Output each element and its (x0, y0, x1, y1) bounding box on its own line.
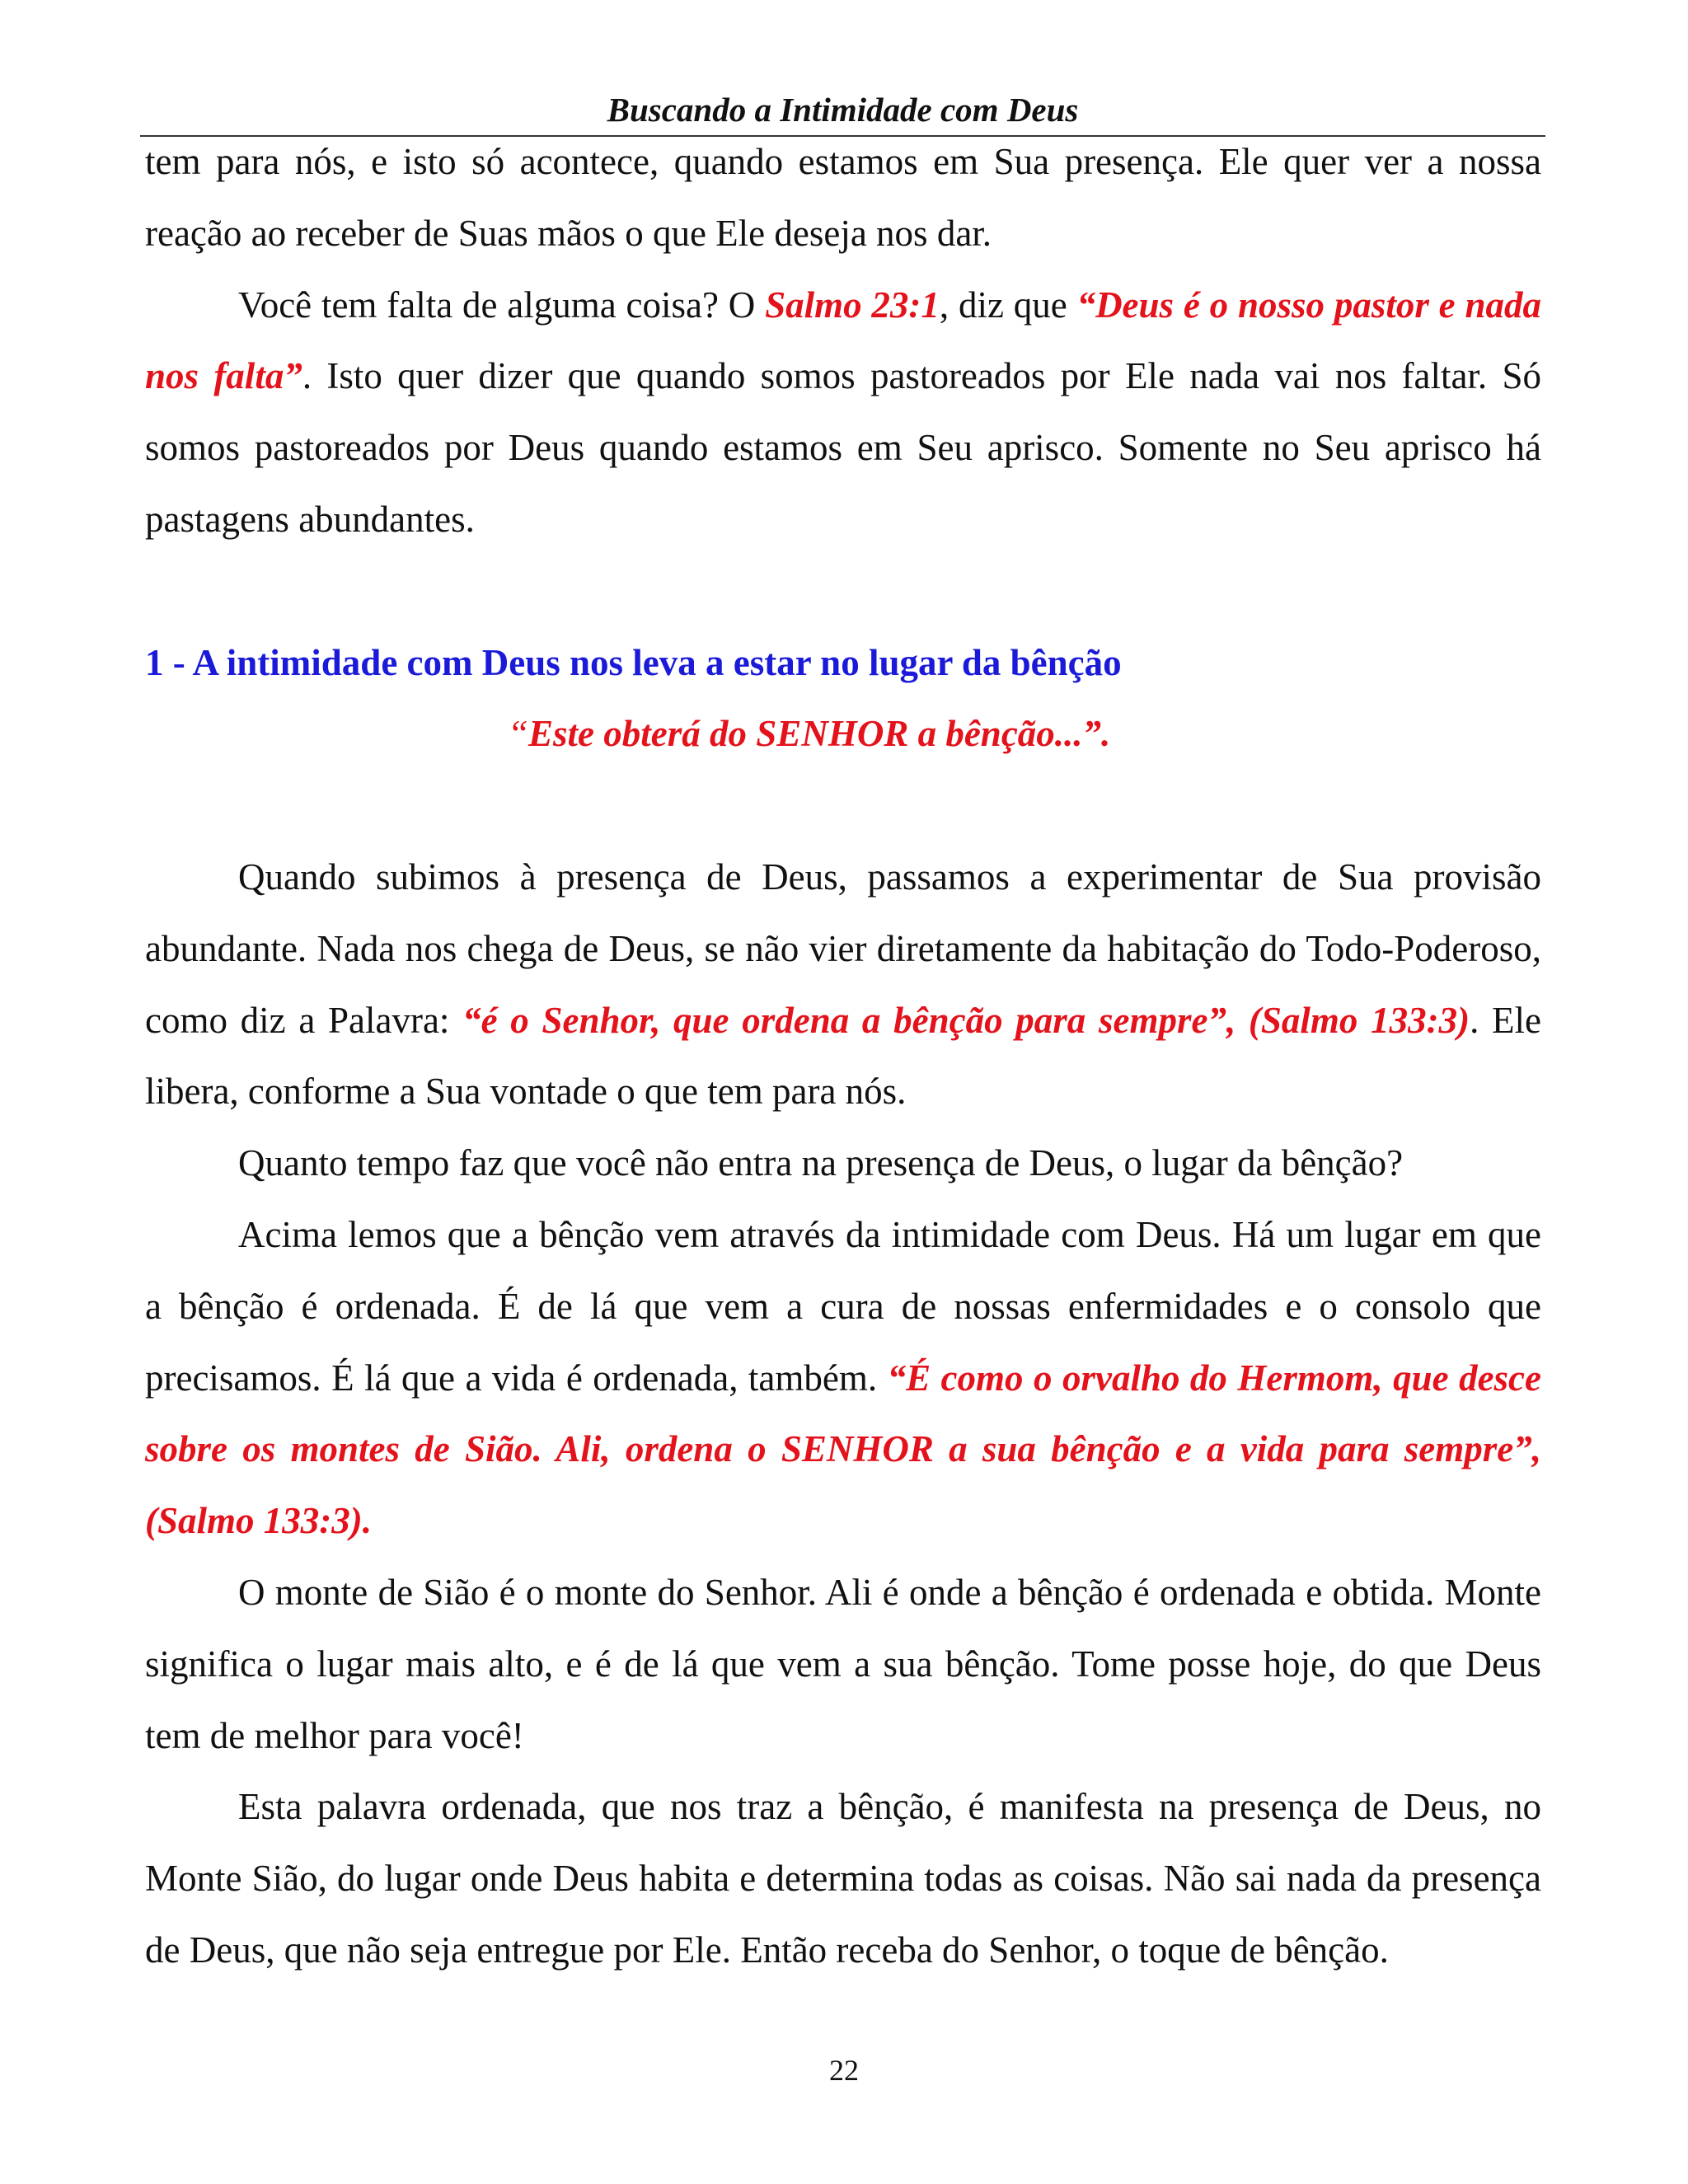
page-number: 22 (829, 2054, 859, 2087)
body-text (145, 126, 1541, 1986)
paragraph-question: Quanto tempo faz que você não entra na presença de Deus, o lugar da bênção? (238, 1142, 1404, 1184)
paragraph-text: Você tem falta de alguma coisa? O (238, 284, 766, 326)
paragraph-monte-siao: O monte de Sião é o monte do Senhor. Ali é onde a bênção é ordenada e obtida. Monte significa o lugar mais alto, e é de lá que vem a sua bênção. Tome posse hoje, do que Deus tem de melhor para você! (145, 1571, 1541, 1756)
paragraph-text: . Ele libera, conforme a Sua vontade o que tem para nós. (145, 999, 1541, 1113)
paragraph-continuation: tem para nós, e isto só acontece, quando estamos em Sua presença. Ele quer ver a nossa reação ao receber de Suas mãos o que Ele deseja nos dar. (145, 141, 1541, 254)
epigraph-open-quote: “ (508, 713, 529, 755)
epigraph-text: Este obterá do SENHOR a bênção...”. (528, 713, 1111, 755)
paragraph-salmo-23 (145, 269, 1541, 555)
section-epigraph (145, 698, 1541, 770)
running-header-title: Buscando a Intimidade com Deus (607, 91, 1079, 129)
spacer (145, 555, 1541, 627)
paragraph-hermom (145, 1199, 1541, 1557)
paragraph-text: Quando subimos à presença de Deus, passamos a experimentar de Sua provisão abundante. Nada nos chega de Deus, se não vier diretamente da habitação do Todo-Poderoso, como diz a Palavra: (145, 855, 1541, 1041)
scripture-quote: “é o Senhor, que ordena a bênção para sempre”, (Salmo 133:3) (462, 999, 1470, 1041)
paragraph-palavra-ordenada: Esta palavra ordenada, que nos traz a bênção, é manifesta na presença de Deus, no Monte Sião, do lugar onde Deus habita e determina todas as coisas. Não sai nada da presença de Deus, que não seja entregue por Ele. Então receba do Senhor, o toque de bênção. (145, 1786, 1541, 1971)
paragraph-text: , diz que (939, 284, 1077, 326)
section-heading: 1 - A intimidade com Deus nos leva a estar no lugar da bênção (145, 641, 1122, 683)
scripture-reference: Salmo 23:1 (765, 284, 940, 326)
paragraph-text: . Isto quer dizer que quando somos pastoreados por Ele nada vai nos faltar. Só somos pastoreados por Deus quando estamos em Seu aprisco. Somente no Seu aprisco há pastagens abundantes. (145, 355, 1541, 540)
spacer (145, 770, 1541, 841)
paragraph-provisao (145, 841, 1541, 1127)
paragraph-text: Acima lemos que a bênção vem através da intimidade com Deus. Há um lugar em que a bênção é ordenada. É de lá que vem a cura de nossas enfermidades e o consolo que precisamos. É lá que a vida é ordenada, também. (145, 1213, 1541, 1399)
scripture-quote: “Deus é o nosso pastor e nada nos falta” (145, 284, 1541, 397)
scripture-quote: “É como o orvalho do Hermom, que desce sobre os montes de Sião. Ali, ordena o SENHOR a sua bênção e a vida para sempre”, (Salmo 133:3). (145, 1357, 1541, 1542)
